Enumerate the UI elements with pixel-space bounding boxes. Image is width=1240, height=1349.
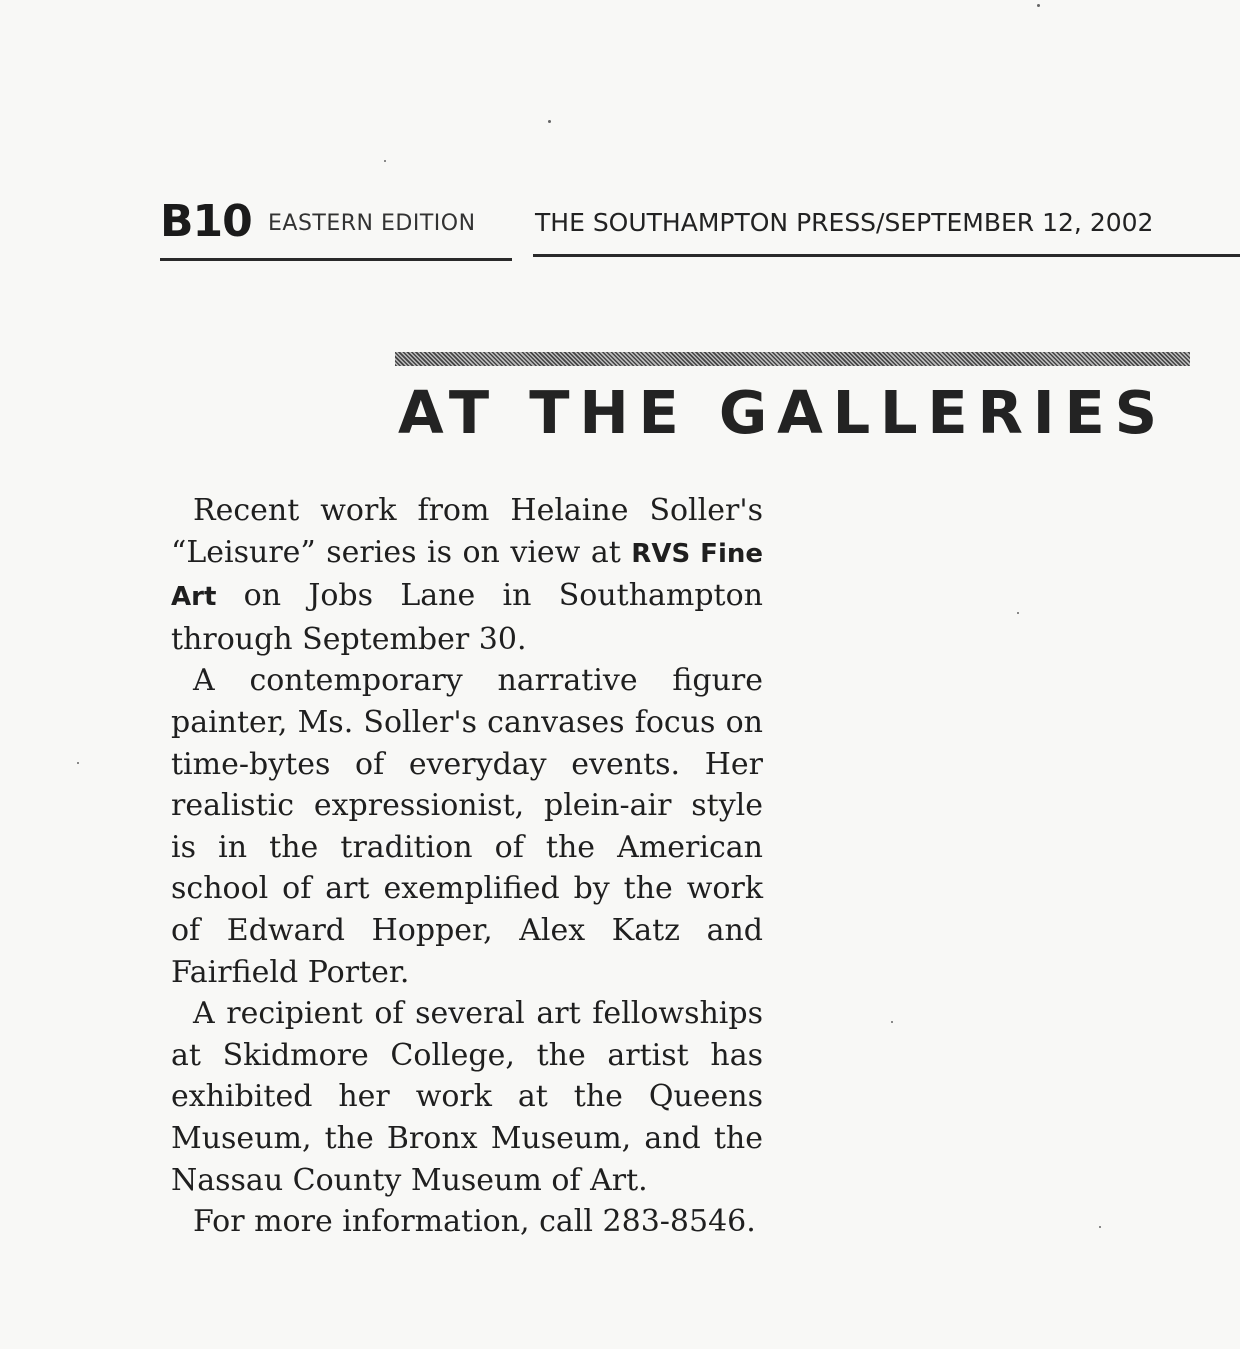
scan-speck [548,120,551,123]
paragraph-1-start: Recent work from Helaine Soller's “Leisure” series is on view at [171,493,763,570]
scan-speck [384,160,386,162]
edition-label: EASTERN EDITION [268,211,476,236]
paragraph-4: For more information, call 283-8546. [193,1204,756,1240]
page-number: B10 [160,196,252,247]
paragraph-2: A contemporary narrative figure painter, Ms. Soller's canvases focus on time-bytes of everyday events. Her realistic expressionist, plein-air style is in the tradition of the American school of art exemplified by the work of Edward Hopper, Alex Katz and Fairfield Porter. [171,663,763,990]
paragraph-3: A recipient of several art fellowships at Skidmore College, the artist has exhibited her work at the Queens Museum, the Bronx Museum, and the Nassau County Museum of Art. [171,996,763,1198]
scan-speck [1017,612,1019,614]
newspaper-name-and-date: THE SOUTHAMPTON PRESS/SEPTEMBER 12, 2002 [535,208,1154,237]
folio-left [160,196,512,261]
scan-speck [1099,1226,1101,1228]
paragraph-1-end: on Jobs Lane in Southampton through September 30. [171,578,763,657]
folio-right [533,196,1240,257]
scan-speck [77,762,79,764]
scan-speck [1037,4,1040,7]
headline-rule [395,352,1190,366]
scan-speck [891,1021,893,1023]
page-title: AT THE GALLERIES [398,378,1167,447]
gallery-name: RVS Fine Art [171,538,763,613]
paragraph-1 [171,490,763,660]
article-body [171,490,763,1243]
